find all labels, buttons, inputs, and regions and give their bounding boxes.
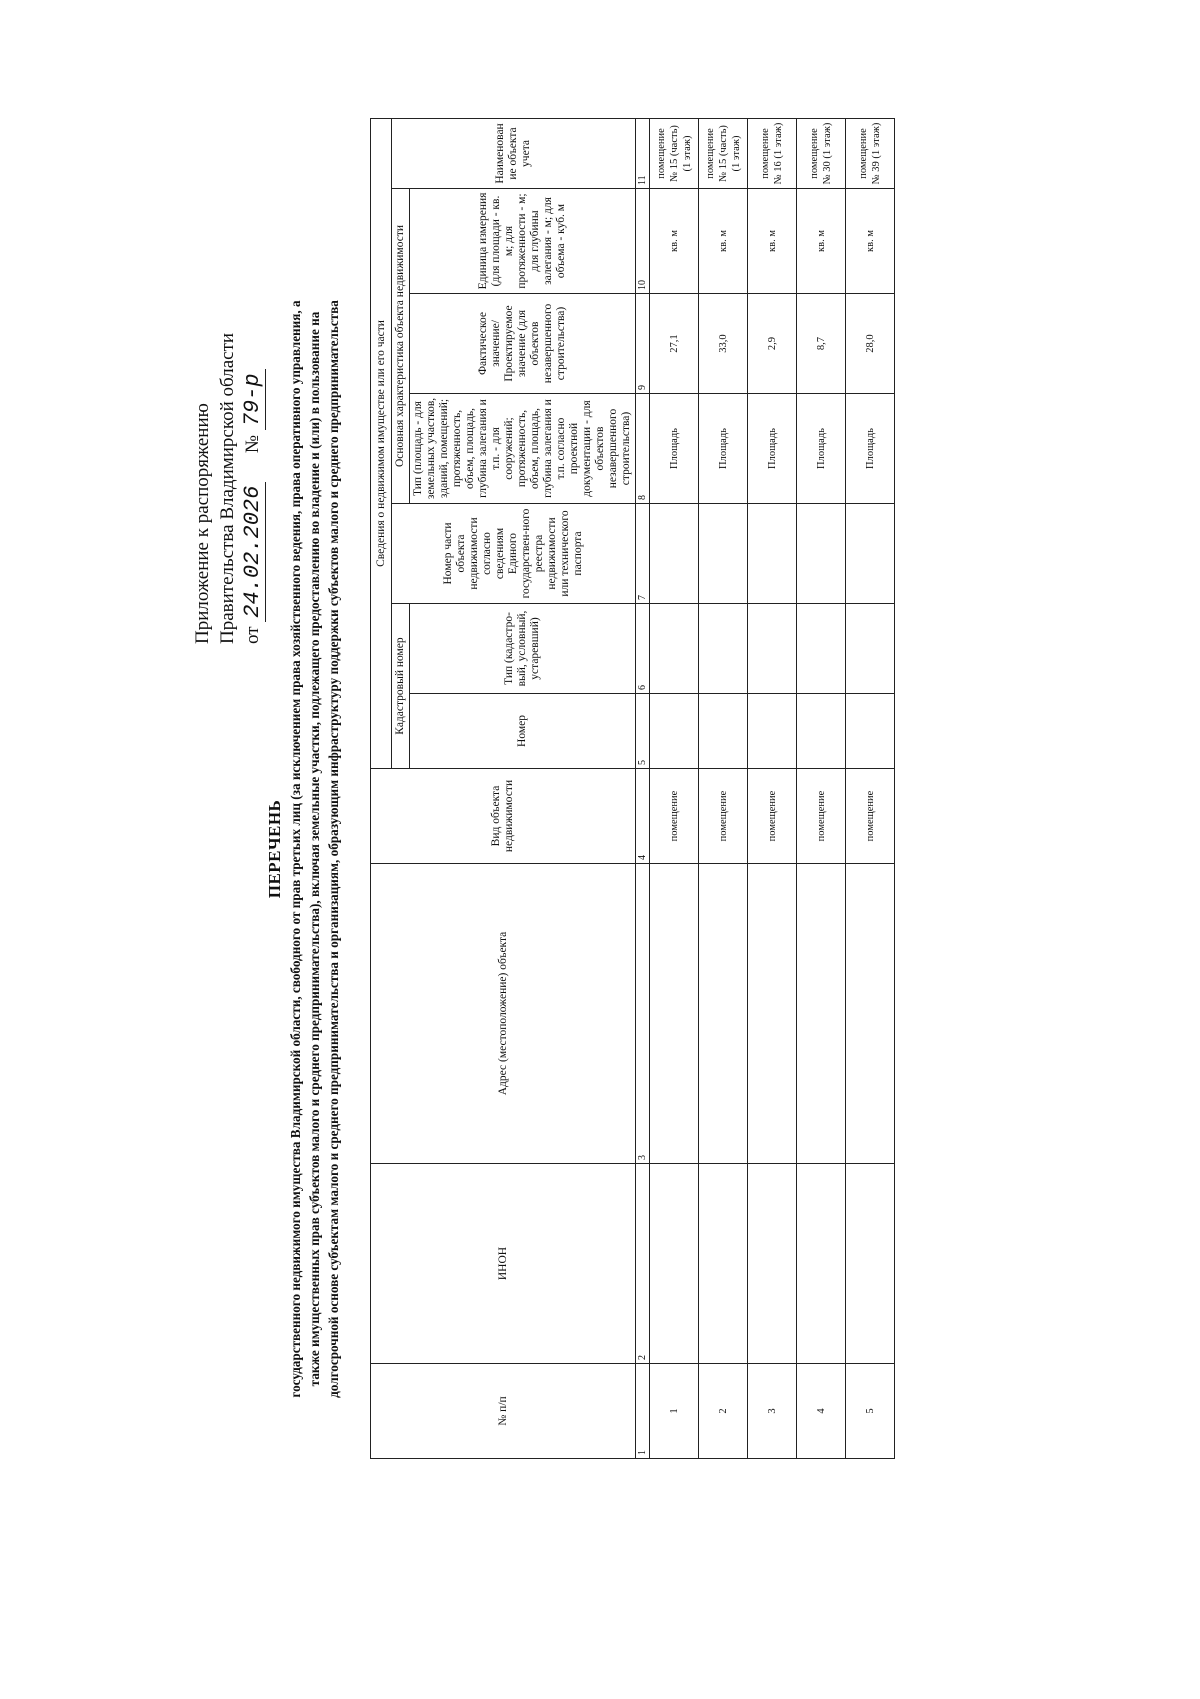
cell-inon xyxy=(846,1164,895,1364)
header-cadastral-type: Тип (кадастро-вый, условный, устаревший) xyxy=(410,604,636,694)
cell-address xyxy=(699,864,748,1164)
cell-characteristic-type: Площадь xyxy=(650,394,699,504)
header-num: № п/п xyxy=(371,1364,636,1459)
cell-object-name: помещение № 30 (1 этаж) xyxy=(797,118,846,188)
cell-cadastral-type xyxy=(797,604,846,694)
cell-object-name: помещение № 15 (часть) (1 этаж) xyxy=(650,118,699,188)
cell-object-name: помещение № 15 (часть) (1 этаж) xyxy=(699,118,748,188)
cell-inon xyxy=(797,1164,846,1364)
cell-address xyxy=(650,864,699,1164)
header-cadastral-number: Номер xyxy=(410,694,636,769)
cell-cadastral-type xyxy=(846,604,895,694)
header-characteristic-value: Фактическое значение/ Проектируемое значение (для объектов незавершенного строительства) xyxy=(410,294,636,394)
date-prefix: от xyxy=(242,626,263,644)
cell-characteristic-value: 27,1 xyxy=(650,294,699,394)
appendix-line-2: Правительства Владимирской области xyxy=(217,332,238,644)
cell-characteristic-value: 33,0 xyxy=(699,294,748,394)
cell-cadastral-number xyxy=(699,694,748,769)
column-number: 2 xyxy=(636,1164,650,1364)
cell-row-number: 5 xyxy=(846,1364,895,1459)
property-register-table xyxy=(370,118,895,1459)
cell-cadastral-number xyxy=(846,694,895,769)
document-title: ПЕРЕЧЕНЬ xyxy=(265,799,284,899)
document-subtitle xyxy=(286,249,343,1449)
header-cadastral-group: Кадастровый номер xyxy=(392,604,410,769)
cell-row-number: 4 xyxy=(797,1364,846,1459)
header-part-number: Номер части объекта недвижимости согласно сведениям Единого государствен-ного реестра недвижимости или технического паспорта xyxy=(392,504,636,604)
cell-row-number: 1 xyxy=(650,1364,699,1459)
column-number: 3 xyxy=(636,864,650,1164)
cell-part-number xyxy=(650,504,699,604)
cell-row-number: 2 xyxy=(699,1364,748,1459)
cell-cadastral-type xyxy=(650,604,699,694)
cell-address xyxy=(797,864,846,1164)
cell-cadastral-number xyxy=(650,694,699,769)
cell-characteristic-type: Площадь xyxy=(748,394,797,504)
cell-part-number xyxy=(699,504,748,604)
column-number: 4 xyxy=(636,769,650,864)
header-address: Адрес (местоположение) объекта xyxy=(371,864,636,1164)
column-number: 9 xyxy=(636,294,650,394)
cell-inon xyxy=(699,1164,748,1364)
table-row xyxy=(846,118,895,1458)
cell-cadastral-type xyxy=(699,604,748,694)
cell-inon xyxy=(650,1164,699,1364)
cell-object-type: помещение xyxy=(797,769,846,864)
cell-address xyxy=(748,864,797,1164)
column-number: 11 xyxy=(636,118,650,188)
cell-object-name: помещение № 16 (1 этаж) xyxy=(748,118,797,188)
appendix-number: 79-р xyxy=(240,369,266,430)
cell-object-type: помещение xyxy=(650,769,699,864)
table-row xyxy=(748,118,797,1458)
table-row xyxy=(797,118,846,1458)
cell-characteristic-value: 2,9 xyxy=(748,294,797,394)
subtitle-line: долгосрочной основе субъектам малого и среднего предпринимательства и организациям, образующим инфраструктуру поддержки субъектов малого и среднего предпринимательства xyxy=(326,300,341,1398)
appendix-date-line xyxy=(240,333,266,644)
cell-inon xyxy=(748,1164,797,1364)
cell-characteristic-type: Площадь xyxy=(699,394,748,504)
appendix-date: 24.02.2026 xyxy=(240,482,266,622)
header-characteristic-group: Основная характеристика объекта недвижимости xyxy=(392,189,410,504)
cell-characteristic-type: Площадь xyxy=(797,394,846,504)
number-prefix: № xyxy=(242,435,263,454)
column-number: 1 xyxy=(636,1364,650,1459)
table-row xyxy=(699,118,748,1458)
appendix-block xyxy=(190,333,266,644)
column-number-row xyxy=(636,118,650,1458)
cell-object-name: помещение № 39 (1 этаж) xyxy=(846,118,895,188)
column-number: 8 xyxy=(636,394,650,504)
cell-object-type: помещение xyxy=(699,769,748,864)
cell-address xyxy=(846,864,895,1164)
header-object-name: Наименование объекта учета xyxy=(392,118,636,188)
cell-characteristic-value: 8,7 xyxy=(797,294,846,394)
cell-row-number: 3 xyxy=(748,1364,797,1459)
header-inon: ИНОН xyxy=(371,1164,636,1364)
column-number: 7 xyxy=(636,504,650,604)
column-number: 5 xyxy=(636,694,650,769)
cell-part-number xyxy=(846,504,895,604)
header-characteristic-type: Тип (площадь - для земельных участков, зданий, помещений; протяженность, объем, площадь, глубина залегания и т.п. - для сооружений; протяженность, объем, площадь, глубина залегания и т.п. согласно проектной документации - для объектов незавершенного строительства) xyxy=(410,394,636,504)
cell-cadastral-number xyxy=(797,694,846,769)
header-characteristic-unit: Единица измерения (для площади - кв. м; для протяженности - м; для глубины залегания - м; для объема - куб. м xyxy=(410,189,636,294)
header-object-type: Вид объекта недвижимости xyxy=(371,769,636,864)
cell-part-number xyxy=(748,504,797,604)
cell-object-type: помещение xyxy=(748,769,797,864)
header-info-group: Сведения о недвижимом имуществе или его части xyxy=(371,118,392,768)
cell-unit: кв. м xyxy=(797,189,846,294)
cell-part-number xyxy=(797,504,846,604)
cell-cadastral-type xyxy=(748,604,797,694)
cell-characteristic-type: Площадь xyxy=(846,394,895,504)
subtitle-line: также имущественных прав субъектов малого и среднего предпринимательства), включая земельные участки, подлежащего предоставлению во владение и (или) в пользование на xyxy=(307,311,322,1387)
cell-unit: кв. м xyxy=(699,189,748,294)
subtitle-line: государственного недвижимого имущества Владимирской области, свободного от прав третьих лиц (за исключением права хозяйственного ведения, права оперативного управления, а xyxy=(288,300,303,1398)
cell-object-type: помещение xyxy=(846,769,895,864)
cell-cadastral-number xyxy=(748,694,797,769)
column-number: 10 xyxy=(636,189,650,294)
table-row xyxy=(650,118,699,1458)
table-body xyxy=(650,118,895,1458)
cell-characteristic-value: 28,0 xyxy=(846,294,895,394)
cell-unit: кв. м xyxy=(846,189,895,294)
appendix-line-1: Приложение к распоряжению xyxy=(192,403,213,644)
cell-unit: кв. м xyxy=(748,189,797,294)
cell-unit: кв. м xyxy=(650,189,699,294)
column-number: 6 xyxy=(636,604,650,694)
